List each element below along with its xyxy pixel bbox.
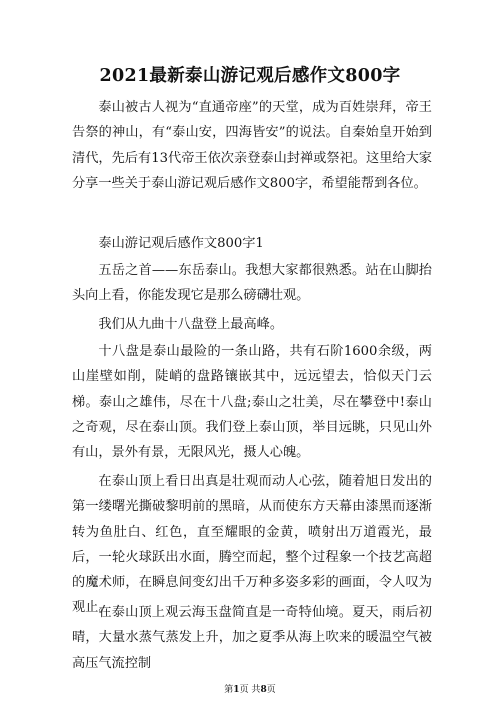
- intro-paragraph: 泰山被古人视为“直通帝座”的天堂，成为百姓崇拜，帝王告祭的神山，有“泰山安，四海皆安”的说法。自秦始皇开始到清代，先后有13代帝王依次亲登泰山封禅或祭祀。这里给大家分享一些关于泰山游记观后感作文800字，希望能帮到各位。: [72, 100, 432, 191]
- section-heading: 泰山游记观后感作文800字1: [98, 236, 264, 251]
- body-paragraph: 十八盘是泰山最险的一条山路，共有石阶1600余级，两山崖壁如削，陡峭的盘路镶嵌其中，远远望去，恰似天门云梯。泰山之雄伟，尽在十八盘;泰山之壮美，尽在攀登中!泰山之奇观，尽在泰山顶。我们登上泰山顶，举目远眺，只见山外有山，景外有景，无限风光，摄人心魄。: [72, 344, 432, 461]
- body-paragraph: 在泰山顶上观云海玉盘简直是一奇特仙境。夏天，雨后初晴，大量水蒸气蒸发上升，加之夏季从海上吹来的暖温空气被高压气流控制: [72, 605, 432, 671]
- page-footer: [0, 682, 500, 695]
- current-page-number: 1: [233, 685, 240, 695]
- footer-prefix: 第: [224, 685, 234, 695]
- total-pages-number: 8: [260, 685, 267, 695]
- footer-suffix: 页: [266, 685, 276, 695]
- body-paragraph: 我们从九曲十八盘登上最高峰。: [98, 317, 284, 332]
- page-title: 2021最新泰山游记观后感作文800字: [99, 66, 401, 86]
- body-paragraph: 五岳之首——东岳泰山。我想大家都很熟悉。站在山脚抬头向上看，你能发现它是那么磅礴壮观。: [72, 263, 432, 304]
- footer-middle: 页 共: [239, 685, 261, 695]
- body-paragraph: 在泰山顶上看日出真是壮观而动人心弦，随着旭日发出的第一缕曙光撕破黎明前的黑暗，从而使东方天幕由漆黑而逐渐转为鱼肚白、红色，直至耀眼的金黄，喷射出万道霞光，最后，一轮火球跃出水面，腾空而起，整个过程象一个技艺高超的魔术师，在瞬息间变幻出千万种多姿多彩的画面，令人叹为观止。: [72, 474, 432, 616]
